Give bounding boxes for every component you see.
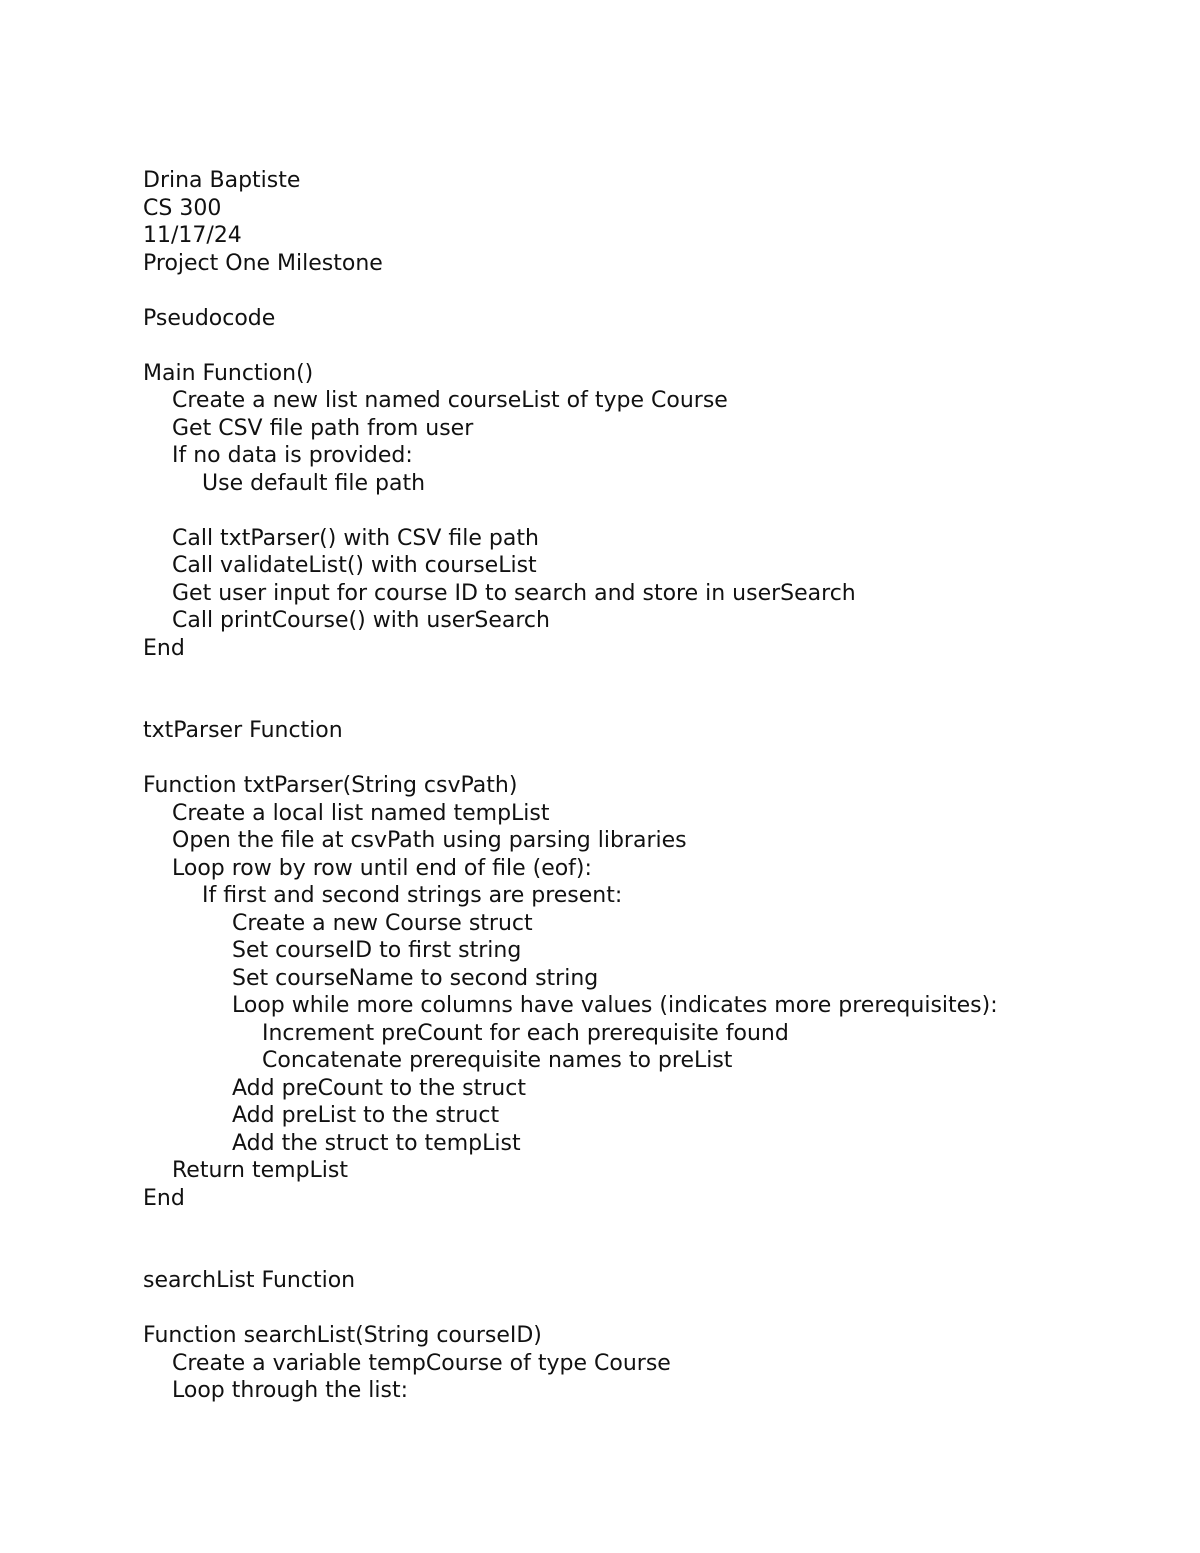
code-line: Loop through the list: [172,1378,409,1403]
code-line: Loop while more columns have values (indicates more prerequisites): [232,993,998,1018]
document-body [143,167,1143,1405]
code-line: Set courseName to second string [232,965,599,991]
code-line: Get CSV file path from user [172,415,474,441]
code-line: Set courseID to first string [232,938,522,963]
searchlist-signature: Function searchList(String courseID) [143,1323,542,1348]
author-name: Drina Baptiste [143,168,301,193]
code-line: Open the file at csvPath using parsing libraries [172,828,687,853]
spacer [143,1212,1143,1267]
txtparser-signature: Function txtParser(String csvPath) [143,773,518,798]
spacer [143,332,1143,360]
spacer [143,277,1143,305]
main-function-end: End [143,635,185,661]
code-line: Add preCount to the struct [232,1075,526,1101]
code-line: If no data is provided: [172,443,413,468]
code-line: Add preList to the struct [232,1103,500,1128]
txtparser-heading: txtParser Function [143,718,343,743]
code-line: Call printCourse() with userSearch [172,608,550,633]
code-line: Call validateList() with courseList [172,553,537,578]
code-line: Call txtParser() with CSV file path [172,525,539,551]
code-line: Get user input for course ID to search and store in userSearch [172,580,856,606]
document-date: 11/17/24 [143,223,242,248]
code-line: If first and second strings are present: [202,883,623,908]
section-title-pseudocode: Pseudocode [143,305,276,331]
code-line: Loop row by row until end of file (eof): [172,855,592,881]
code-line: Create a new list named courseList of type Course [172,388,728,413]
course-code: CS 300 [143,195,222,221]
spacer [143,497,1143,525]
code-line: Add the struct to tempList [232,1130,521,1156]
code-line: Return tempList [172,1158,349,1183]
main-function-signature: Main Function() [143,360,314,386]
code-line: Concatenate prerequisite names to preList [262,1048,733,1073]
code-line: Create a new Course struct [232,910,533,936]
code-line: Create a variable tempCourse of type Course [172,1350,671,1376]
spacer [143,1295,1143,1323]
txtparser-end: End [143,1185,185,1211]
spacer [143,662,1143,717]
searchlist-heading: searchList Function [143,1268,356,1293]
code-line: Create a local list named tempList [172,800,550,826]
code-line: Increment preCount for each prerequisite found [262,1020,789,1046]
spacer [143,745,1143,773]
assignment-title: Project One Milestone [143,250,383,276]
code-line: Use default file path [202,470,426,496]
